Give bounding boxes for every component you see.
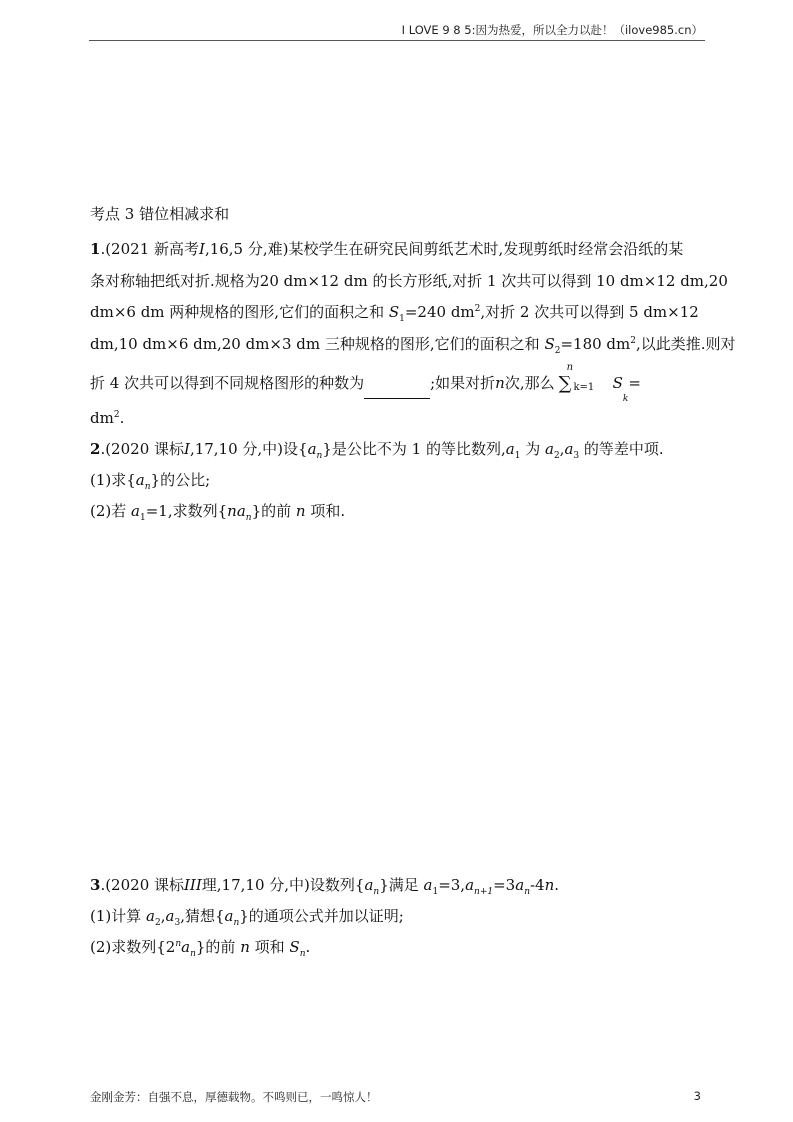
problem-1-line-4: dm,10 dm×6 dm,20 dm×3 dm 三种规格的图形,它们的面积之和 $S_2=180$ $dm^2$,以此类推.则对 <box>90 334 736 356</box>
page-number: 3 <box>693 1089 701 1103</box>
problem-3-part-1: (1)计算 $a_2,a_3$,猜想$\{a_n\}$的通项公式并加以证明; <box>90 907 404 928</box>
problem-2-part-2: (2)若 $a_1=1$,求数列$\{na_n\}$的前 n 项和. <box>90 502 346 523</box>
problem-3-part-2: (2)求数列$\{2^na_n\}$的前 n 项和 $S_n$. <box>90 938 311 959</box>
problem-3 <box>90 870 703 963</box>
problem-1-line-3: dm×6 dm 两种规格的图形,它们的面积之和 $S_1=240$ $dm^2$,对折 2 次共可以得到 5 dm×12 <box>90 303 699 324</box>
section-title: 考点 3 错位相减求和 <box>90 205 230 223</box>
header-divider <box>89 40 705 41</box>
summation-symbol: n ∑ k=1 <box>558 361 595 394</box>
problem-1-line-1: 1.(2021 新高考I,16,5 分,难)某校学生在研究民间剪纸艺术时,发现剪纸时经常会沿纸的某 <box>90 240 684 258</box>
problem-1-line-2: 条对称轴把纸对折.规格为20 dm×12 dm 的长方形纸,对折 1 次共可以得到 10 dm×12 dm,20 <box>90 271 728 290</box>
problem-number: 2 <box>90 440 101 458</box>
footer-motto: 金刚金芳：自强不息，厚德载物。不鸣则已，一鸣惊人！ <box>90 1090 378 1104</box>
problem-1 <box>90 234 736 435</box>
page-header: I LOVE 9 8 5:因为热爱，所以全力以赴！（ilove985.cn） <box>401 23 703 37</box>
answer-blank[interactable] <box>364 382 430 399</box>
problem-number: 3 <box>90 876 101 894</box>
problem-2 <box>90 434 703 527</box>
problem-1-line-5: 折 4 次共可以得到不同规格图形的种数为 ;如果对折 n 次,那么 n ∑ k=1 S k = <box>90 361 641 404</box>
problem-2-part-1: (1)求$\{a_n\}$的公比; <box>90 471 211 492</box>
problem-number: 1 <box>90 240 101 258</box>
problem-1-line-6: $dm^2$. <box>90 409 125 427</box>
problem-3-line-1: 3.(2020 课标III理,17,10 分,中)设数列$\{a_n\}$满足 $a_1=3,a_{n+1}=3a_n-4n$. <box>90 876 560 897</box>
problem-2-line-1: 2.(2020 课标I,17,10 分,中)设$\{a_n\}$是公比不为 1 的等比数列$,a_1$ 为 $a_2,a_3$ 的等差中项. <box>90 440 664 461</box>
